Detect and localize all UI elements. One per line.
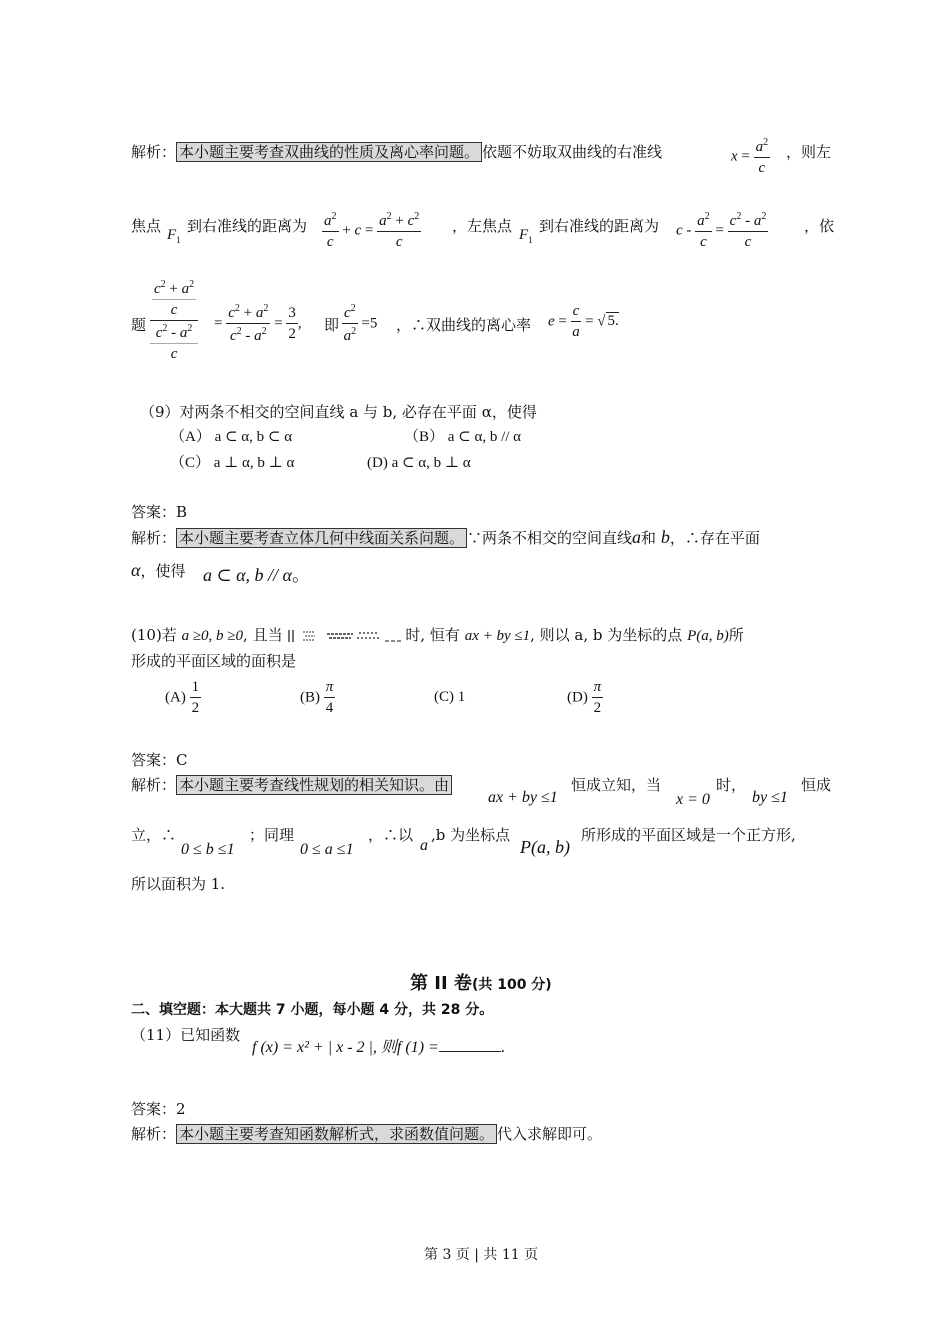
q8-distance1-formula: $\frac{a^2}{c}$ + c = $\frac{a^2 + c^2}{c}$ <box>324 211 420 250</box>
highlight-box: 本小题主要考查知函数解析式，求函数值问题。 <box>176 1124 497 1144</box>
q9-option-b: （B） a ⊂ α, b // α <box>404 429 522 445</box>
q10-inequality: ax + by ≤1 <box>488 789 558 806</box>
page-footer: 第 3 页 | 共 11 页 <box>424 1247 539 1263</box>
q8-eccentricity-formula: e = $\frac{c}{a}$ = √ 5. <box>548 303 619 340</box>
q10-line2-coord: ,b 为坐标点 <box>431 826 511 844</box>
q10-option-c: (C) 1 <box>434 689 466 705</box>
garbled-formula-image <box>287 628 405 644</box>
q10-option-b: (B) $\frac{\pi}{4}$ <box>300 679 334 716</box>
q8-line2-start: 焦点 <box>131 217 162 235</box>
highlight-box: 本小题主要考查双曲线的性质及离心率问题。 <box>176 142 482 162</box>
q9-answer: 答案：B <box>131 503 188 521</box>
q8-F1-right: $F_1$ <box>519 227 533 245</box>
q11-explanation: 解析： 本小题主要考查知函数解析式，求函数值问题。 代入求解即可。 <box>131 1125 603 1143</box>
q10-stem-line1: (10)若 a ≥0, b ≥0, 且当 时, 恒有 ax + by ≤1, 则以 a, b 为坐标的点 P(a, b)所 <box>131 626 744 644</box>
q8-line3-eccentricity: ，∴双曲线的离心率 <box>396 316 532 334</box>
q8-explanation-line1: 解析： 本小题主要考查双曲线的性质及离心率问题。 依题不妨取双曲线的右准线 <box>131 143 663 161</box>
q8-complex-fraction: $c^2 + a^2$ c $c^2 - a^2$ c <box>150 280 198 362</box>
q8-F1-left: $F_1$ <box>167 227 181 245</box>
explanation-label: 解析： <box>131 143 177 161</box>
q10-a-range: 0 ≤ a ≤1 <box>300 841 354 858</box>
q8-line2-text2: 到右准线的距离为 <box>539 217 660 235</box>
q11-answer: 答案：2 <box>131 1100 186 1118</box>
q9-option-a: （A） a ⊂ α, b ⊂ α <box>170 429 293 445</box>
q8-line1-end: ，则左 <box>786 143 832 161</box>
q10-line1-end: 恒成 <box>801 776 832 794</box>
q10-line2-yi: ，∴以 <box>368 826 414 844</box>
q8-line2-end: ，依 <box>804 217 835 235</box>
q10-x-zero: x = 0 <box>676 791 710 808</box>
q10-option-a: (A) $\frac{1}{2}$ <box>165 679 200 716</box>
q8-directrix-formula: x = $\frac{a^2}{c}$ <box>731 137 769 176</box>
q11-stem: （11）已知函数 <box>131 1026 241 1044</box>
q10-line2-start: 立，∴ <box>131 826 177 844</box>
q8-distance2-formula: c - $\frac{a^2}{c}$ = $\frac{c^2 - a^2}{c}$ <box>676 211 767 250</box>
q9-option-d: (D) a ⊂ α, b ⊥ α <box>367 455 471 471</box>
q9-explanation-line2: α，使得 <box>131 560 186 580</box>
q8-line3-start: 题 <box>131 316 147 334</box>
q9-option-c: （C） a ⊥ α, b ⊥ α <box>170 455 295 471</box>
q10-a: a <box>420 837 428 854</box>
part2-title: 第 II 卷(共 100 分) <box>410 973 552 994</box>
q10-line1-shi: 时， <box>716 776 747 794</box>
q10-b-range: 0 ≤ b ≤1 <box>181 841 235 858</box>
q10-line1-text: 恒成立知，当 <box>571 776 662 794</box>
q10-stem-line2: 形成的平面区域的面积是 <box>131 652 297 670</box>
q10-line2-end: 所形成的平面区域是一个正方形, <box>581 826 796 844</box>
q9-result-formula: a ⊂ α, b // α。 <box>203 565 310 585</box>
highlight-box: 本小题主要考查线性规划的相关知识。由 <box>176 775 452 795</box>
q9-explanation-line1: 解析： 本小题主要考查立体几何中线面关系问题。 ∵两条不相交的空间直线a和 b，∴存在平面 <box>131 527 760 547</box>
q10-explanation-line1: 解析： 本小题主要考查线性规划的相关知识。由 <box>131 778 452 793</box>
q9-stem: （9）对两条不相交的空间直线 a 与 b, 必存在平面 α，使得 <box>140 403 537 421</box>
q8-ratio-formula: = $\frac{c^2 + a^2}{c^2 - a^2}$ = $\frac{3}{2}$ , <box>214 303 302 344</box>
q10-option-d: (D) $\frac{\pi}{2}$ <box>567 679 602 716</box>
q10-answer: 答案：C <box>131 751 188 769</box>
q8-line3-ji: 即 <box>324 316 340 334</box>
q8-line2-left-focus: ，左焦点 <box>452 217 513 235</box>
q8-line2-text: 到右准线的距离为 <box>187 217 308 235</box>
q10-line2-tongli: ；同理 <box>249 826 295 844</box>
q10-point: P(a, b) <box>520 837 570 857</box>
answer-blank <box>439 1051 501 1052</box>
q11-formula: f (x) = x² + | x - 2 |, 则f (1) = . <box>252 1039 505 1056</box>
q10-line3: 所以面积为 1. <box>131 875 226 893</box>
section-heading: 二、填空题：本大题共 7 小题，每小题 4 分，共 28 分。 <box>131 1002 494 1018</box>
q8-ratio-result: $\frac{c^2}{a^2}$ =5 <box>343 303 378 344</box>
highlight-box: 本小题主要考查立体几何中线面关系问题。 <box>176 528 467 548</box>
q10-by-inequality: by ≤1 <box>752 789 788 806</box>
